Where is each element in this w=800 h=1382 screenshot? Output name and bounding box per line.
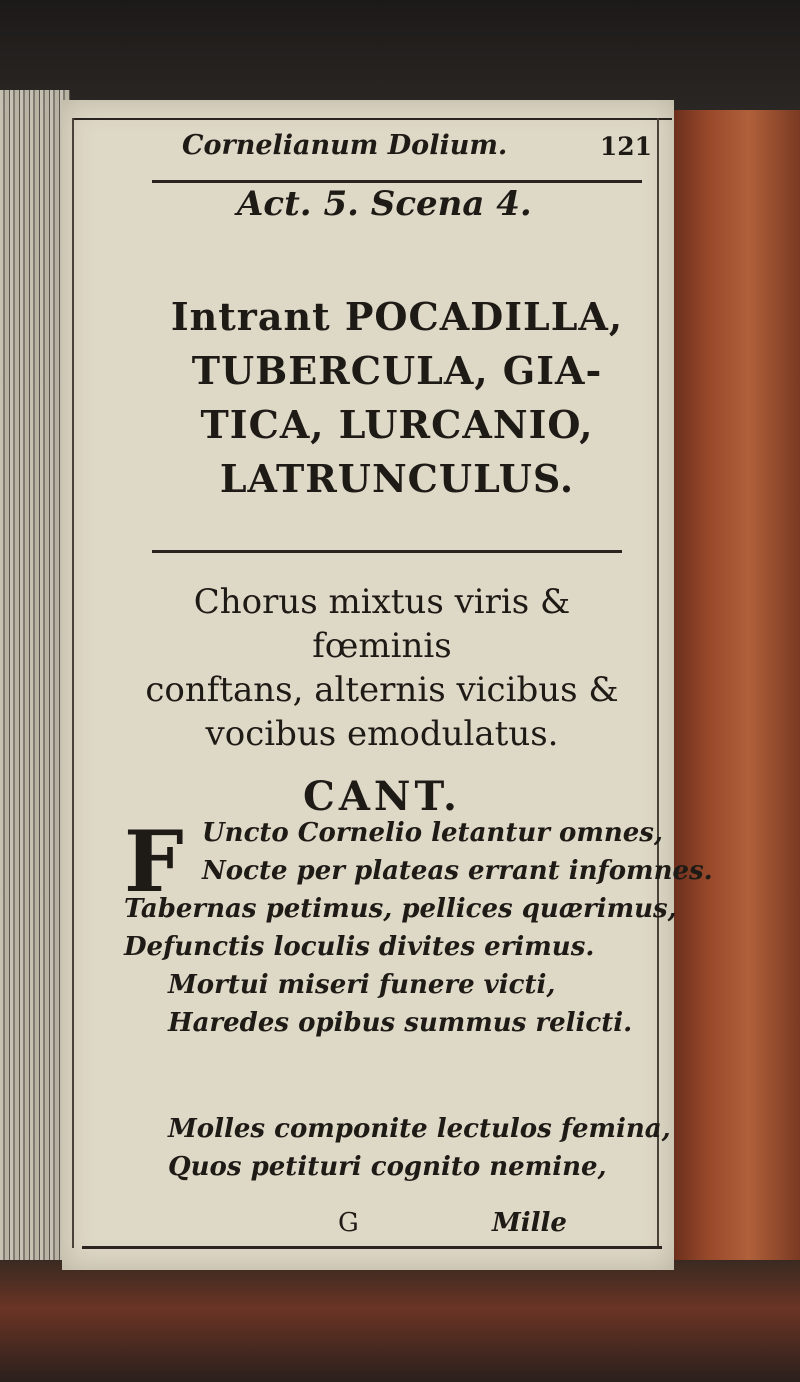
verse-line: Molles componite lectulos femina, <box>168 1114 671 1144</box>
act-scene-heading: Act. 5. Scena 4. <box>237 184 532 224</box>
chorus-line: Chorus mixtus viris & fœminis <box>193 582 571 666</box>
section-rule <box>152 550 622 553</box>
chorus-line: conftans, alternis vicibus & <box>145 670 619 710</box>
book-cover-right <box>672 110 800 1290</box>
verse-line: Uncto Cornelio letantur omnes, <box>202 818 663 848</box>
background-top <box>0 0 800 110</box>
entrance-line: LATRUNCULUS. <box>219 456 575 501</box>
frame-left-line <box>72 118 74 1248</box>
frame-right-line <box>657 118 659 1248</box>
page-number: 121 <box>599 132 652 161</box>
entrance-block <box>152 290 642 506</box>
verse-line: Haredes opibus summus relicti. <box>168 1008 633 1038</box>
page-footer <box>262 1208 642 1244</box>
chorus-description <box>122 580 642 756</box>
book-page <box>62 100 713 1270</box>
verse-line: Tabernas petimus, pellices quærimus, <box>124 894 677 924</box>
catchword: Mille <box>492 1208 567 1238</box>
page-header <box>182 130 652 170</box>
verse-line: Defunctis loculis divites erimus. <box>124 932 595 962</box>
book-binding-bottom <box>0 1260 800 1382</box>
cant-heading: CANT. <box>303 773 461 820</box>
verse-line: Mortui miseri funere victi, <box>168 970 556 1000</box>
entrance-line: TICA, LURCANIO, <box>200 402 594 447</box>
signature-mark: G <box>338 1208 359 1238</box>
bottom-rule <box>82 1246 662 1249</box>
chorus-line: vocibus emodulatus. <box>205 714 559 754</box>
header-rule <box>152 180 642 183</box>
verse-line: Nocte per plateas errant infomnes. <box>202 856 713 886</box>
top-rule <box>72 118 672 120</box>
entrance-line: TUBERCULA, GIA- <box>191 348 603 393</box>
running-title: Cornelianum Dolium. <box>182 130 508 161</box>
drop-cap: F <box>124 812 184 911</box>
verse-line: Quos petituri cognito nemine, <box>168 1152 607 1182</box>
entrance-line: Intrant POCADILLA, <box>170 294 624 339</box>
page-edges-left <box>0 90 70 1290</box>
